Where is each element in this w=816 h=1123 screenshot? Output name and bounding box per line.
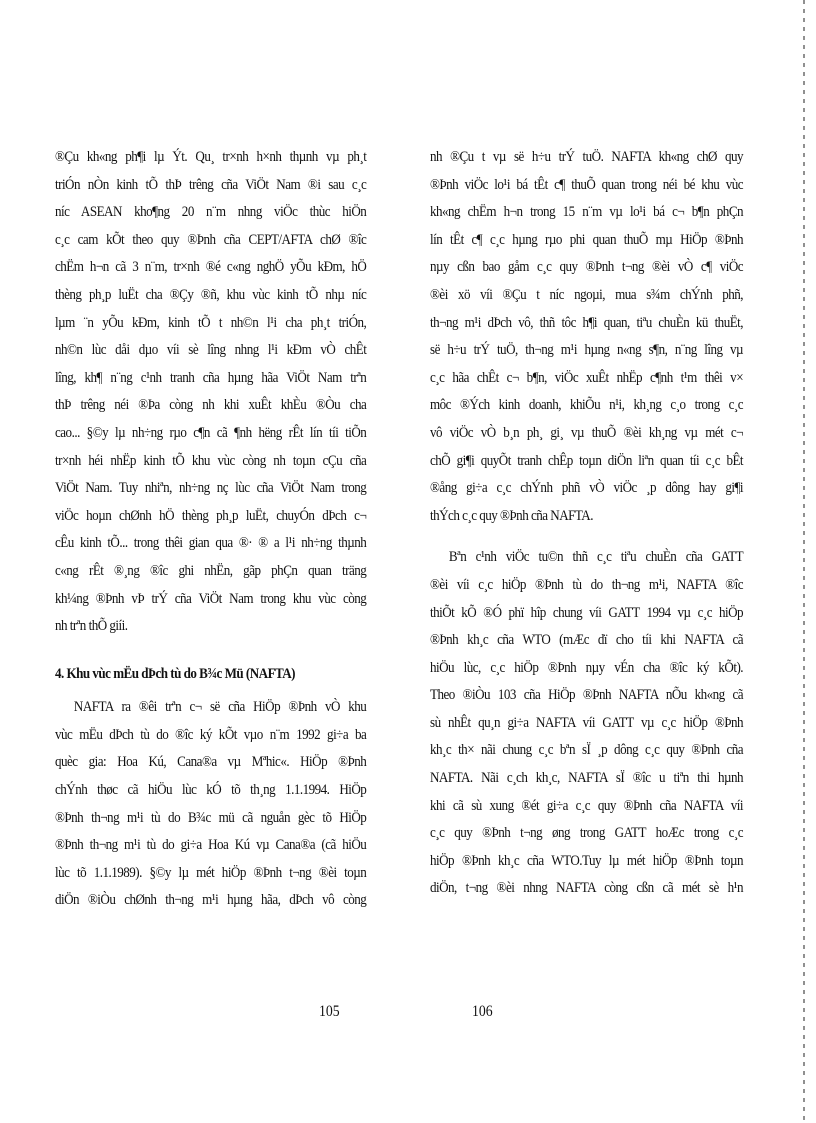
text-line: lµm ¨n yÕu kÐm, kinh tÕ t nh©n l¹i cha ph¸t triÓn, xyxy=(55,313,367,331)
text-line: vô viÖc vÒ b¸n ph¸ gi¸ vµ thuÕ ®èi kh¸ng vµ mét c¬ xyxy=(430,423,744,441)
scan-edge-mark xyxy=(803,0,805,1123)
page-number-right: 106 xyxy=(472,1003,493,1020)
text-line: c¸c cam kÕt theo quy ®Þnh cña CEPT/AFTA chØ ®îc xyxy=(55,230,367,248)
text-line: thiÕt kÕ ®Ó phï hîp chung víi GATT 1994 vµ c¸c hiÖp xyxy=(430,603,744,621)
text-line: ®Þnh kh¸c cña WTO (mÆc dï cho tíi khi NAFTA cã xyxy=(430,631,744,649)
text-line: tr×nh héi nhËp kinh tÕ khu vùc còng nh toµn cÇu cña xyxy=(55,451,367,469)
text-line: khi cã sù xung ®ét gi÷a c¸c quy ®Þnh cña NAFTA víi xyxy=(430,796,744,814)
text-line: thÝch c¸c quy ®Þnh cña NAFTA. xyxy=(430,506,593,524)
text-line: chËm h¬n cã 3 n¨m, tr×nh ®é c«ng nghÖ yÕu kÐm, hÖ xyxy=(55,258,367,276)
paragraph-gap xyxy=(55,640,366,660)
text-line: cao... §©y lµ nh÷ng rµo c¶n cã ¶nh hëng rÊt lín tíi tiÕn xyxy=(55,423,367,441)
text-line: nh ®Çu t vµ së h÷u trÝ tuÖ. NAFTA kh«ng chØ quy xyxy=(430,148,744,165)
text-line: kh¸c th× nãi chung c¸c bªn sÏ ¸p dông c¸c quy ®Þnh cña xyxy=(430,741,744,759)
text-line: ViÖt Nam. Tuy nhiªn, nh÷ng nç lùc cña ViÖt Nam trong xyxy=(55,479,367,497)
text-line: thèng ph¸p luËt cha ®Çy ®ñ, khu vùc kinh tÕ nhµ níc xyxy=(55,285,367,303)
text-line: hiÖu lùc, c¸c hiÖp ®Þnh nµy vÉn cha ®îc ký kÕt). xyxy=(430,658,744,676)
text-line: thÞ trêng néi ®Þa còng nh khi xuÊt khÈu ®Òu cha xyxy=(55,396,367,414)
right-text-column xyxy=(430,143,743,902)
text-line: môc ®Ých kinh doanh, khiÕu n¹i, kh¸ng c¸o trong c¸c xyxy=(430,396,744,414)
text-line: sù nhÊt qu¸n gi÷a NAFTA víi GATT vµ c¸c hiÖp ®Þnh xyxy=(430,713,744,731)
text-line: triÓn nÒn kinh tÕ thÞ trêng cña ViÖt Nam ®i sau c¸c xyxy=(55,175,367,193)
right-page xyxy=(408,0,816,1123)
text-line: NAFTA. Nãi c¸ch kh¸c, NAFTA sÏ ®îc u tiªn thi hµnh xyxy=(430,769,744,787)
text-line: Bªn c¹nh viÖc tu©n thñ c¸c tiªu chuÈn cña GATT xyxy=(448,548,744,566)
text-line: lîng, kh¶ n¨ng c¹nh tranh cña hµng hãa ViÖt Nam trªn xyxy=(55,368,367,386)
text-line: c¸c quy ®Þnh t¬ng øng trong GATT hoÆc trong c¸c xyxy=(430,824,744,842)
text-line: nµy cßn bao gåm c¸c quy ®Þnh t¬ng ®èi vÒ c¶ viÖc xyxy=(430,258,744,276)
paragraph-gap xyxy=(430,529,743,543)
text-line: cÊu kinh tÕ... trong thêi gian qua ®· ® a l¹i nh÷ng thµnh xyxy=(55,534,367,552)
page-number-left: 105 xyxy=(319,1003,340,1020)
section-heading: 4. Khu vùc mËu dÞch tù do B¾c Mü (NAFTA) xyxy=(55,664,296,682)
text-line: kh¼ng ®Þnh vÞ trÝ cña ViÖt Nam trong khu vùc còng xyxy=(55,589,367,607)
text-line: Theo ®iÒu 103 cña HiÖp ®Þnh NAFTA nÕu kh«ng cã xyxy=(430,686,744,704)
text-line: th¬ng m¹i dÞch vô, thñ tôc h¶i quan, tiªu chuÈn kü thuËt, xyxy=(430,313,744,331)
text-line: lín tÊt c¶ c¸c hµng rµo phi quan thuÕ mµ HiÖp ®Þnh xyxy=(430,230,744,248)
text-line: viÖc hoµn chØnh hÖ thèng ph¸p luËt, chuyÓn dÞch c¬ xyxy=(55,506,367,524)
text-line: hiÖp ®Þnh kh¸c cña WTO.Tuy lµ mét hiÖp ®Þnh toµn xyxy=(430,851,744,869)
text-line: c¸c hãa chÊt c¬ b¶n, viÖc xuÊt nhËp c¶nh t¹m thêi v× xyxy=(430,368,744,386)
text-line: ®Þnh th¬ng m¹i tù do gi÷a Hoa Kú vµ Cana®a (cã hiÖu xyxy=(55,836,367,854)
text-line: chÝnh thøc cã hiÖu lùc kÓ tõ th¸ng 1.1.1994. HiÖp xyxy=(55,781,367,799)
text-line: ®Þnh th¬ng m¹i tù do B¾c mü cã nguån gèc tõ HiÖp xyxy=(55,808,367,826)
text-line: ®ång gi÷a c¸c chÝnh phñ vÒ viÖc ¸p dông hay gi¶i xyxy=(430,479,744,497)
text-line: nh trªn thÕ giíi. xyxy=(55,617,128,635)
text-line: níc ASEAN kho¶ng 20 n¨m nhng viÖc thùc hiÖn xyxy=(55,203,367,221)
text-line: chÕ gi¶i quyÕt tranh chÊp toµn diÖn liªn quan tíi c¸c bÊt xyxy=(430,451,744,469)
left-text-column xyxy=(55,143,366,914)
text-line: nh©n lùc dåi dµo víi sè lîng nhng l¹i kÐm vÒ chÊt xyxy=(55,341,367,359)
text-line: ®Þnh viÖc lo¹i bá tÊt c¶ thuÕ quan trong néi bé khu vùc xyxy=(430,175,744,193)
text-line: ®èi xö víi ®Çu t níc ngoµi, mua s¾m chÝnh phñ, xyxy=(430,285,744,303)
text-line: diÖn ®iÒu chØnh th¬ng m¹i hµng hãa, dÞch vô còng xyxy=(55,891,367,909)
text-line: diÖn, t¬ng ®èi nhng NAFTA còng cßn cã mét sè h¹n xyxy=(430,879,744,897)
text-line: c«ng rÊt ®¸ng ®îc ghi nhËn, gãp phÇn quan träng xyxy=(55,561,367,579)
text-line: kh«ng chËm h¬n trong 15 n¨m vµ lo¹i bá c¬ b¶n phÇn xyxy=(430,203,744,221)
text-line: ®èi víi c¸c hiÖp ®Þnh tù do th¬ng m¹i, NAFTA ®îc xyxy=(430,575,744,593)
text-line: vùc mËu dÞch tù do ®îc ký kÕt vµo n¨m 1992 gi÷a ba xyxy=(55,725,367,743)
text-line: quèc gia: Hoa Kú, Cana®a vµ Mªhic«. HiÖp ®Þnh xyxy=(55,753,367,771)
text-line: lùc tõ 1.1.1989). §©y lµ mét hiÖp ®Þnh t¬ng ®èi toµn xyxy=(55,863,367,881)
text-line: së h÷u trÝ tuÖ, th¬ng m¹i hµng n«ng s¶n, n¨ng lîng vµ xyxy=(430,341,744,359)
text-line: ®Çu kh«ng ph¶i lµ Ýt. Qu¸ tr×nh h×nh thµnh vµ ph¸t xyxy=(55,148,367,165)
text-line: NAFTA ra ®êi trªn c¬ së cña HiÖp ®Þnh vÒ khu xyxy=(73,698,367,716)
